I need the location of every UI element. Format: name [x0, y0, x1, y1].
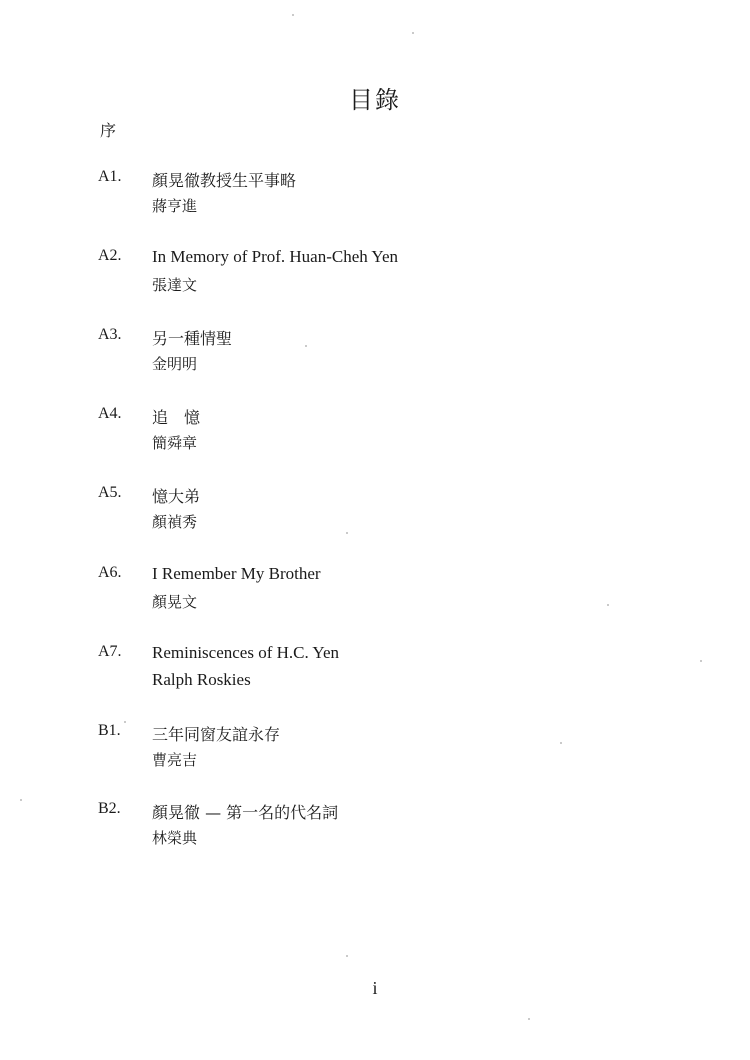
entry-code: A1. [98, 168, 122, 185]
entry-title: I Remember My Brother [152, 564, 321, 583]
page-title: 目錄 [349, 86, 401, 114]
entry-code: B1. [98, 722, 121, 739]
entry-code: A2. [98, 247, 122, 264]
entry-author: 金明明 [152, 355, 198, 373]
entry-author: 張達文 [152, 276, 198, 294]
toc-entry [0, 564, 750, 624]
scan-speck [700, 660, 702, 662]
toc-entry [0, 247, 750, 307]
entry-code: A4. [98, 405, 122, 422]
scan-speck [412, 32, 414, 34]
entry-code: A5. [98, 484, 122, 501]
entry-author: 曹亮吉 [152, 751, 198, 769]
entry-author: 顏晃文 [152, 593, 198, 611]
entry-title: Reminiscences of H.C. Yen [152, 643, 339, 662]
entry-title: In Memory of Prof. Huan-Cheh Yen [152, 247, 399, 266]
toc-entry [0, 722, 750, 782]
entry-author: 蔣亨進 [152, 197, 198, 215]
scan-speck [346, 955, 348, 957]
toc-entry [0, 484, 750, 544]
scan-speck [124, 721, 126, 723]
page-number: i [372, 978, 378, 998]
entry-title: 另一種情聖 [152, 329, 233, 348]
entry-code: B2. [98, 800, 121, 817]
entry-title: 三年同窗友誼永存 [152, 725, 281, 744]
scan-speck [292, 14, 294, 16]
scan-speck [346, 532, 348, 534]
entry-author: 簡舜章 [152, 434, 198, 452]
toc-entry [0, 643, 750, 703]
entry-author: Ralph Roskies [152, 670, 251, 689]
entry-title: 顏晃徹 — 第一名的代名詞 [152, 803, 339, 822]
entry-code: A3. [98, 326, 122, 343]
scan-speck [20, 799, 22, 801]
scan-speck [560, 742, 562, 744]
scan-speck [305, 345, 307, 347]
scan-speck [607, 604, 609, 606]
entry-title: 顏晃徹教授生平事略 [152, 171, 297, 190]
entry-title: 追 憶 [152, 408, 201, 427]
entry-author: 顏禎秀 [152, 513, 198, 531]
entry-title: 憶大弟 [152, 487, 201, 506]
toc-entry [0, 326, 750, 386]
scan-speck [528, 1018, 530, 1020]
toc-entry [0, 168, 750, 228]
preface-label: 序 [100, 121, 117, 140]
entry-author: 林榮典 [152, 829, 198, 847]
entry-code: A6. [98, 564, 122, 581]
entry-code: A7. [98, 643, 122, 660]
toc-entry [0, 800, 750, 860]
toc-entry [0, 405, 750, 465]
